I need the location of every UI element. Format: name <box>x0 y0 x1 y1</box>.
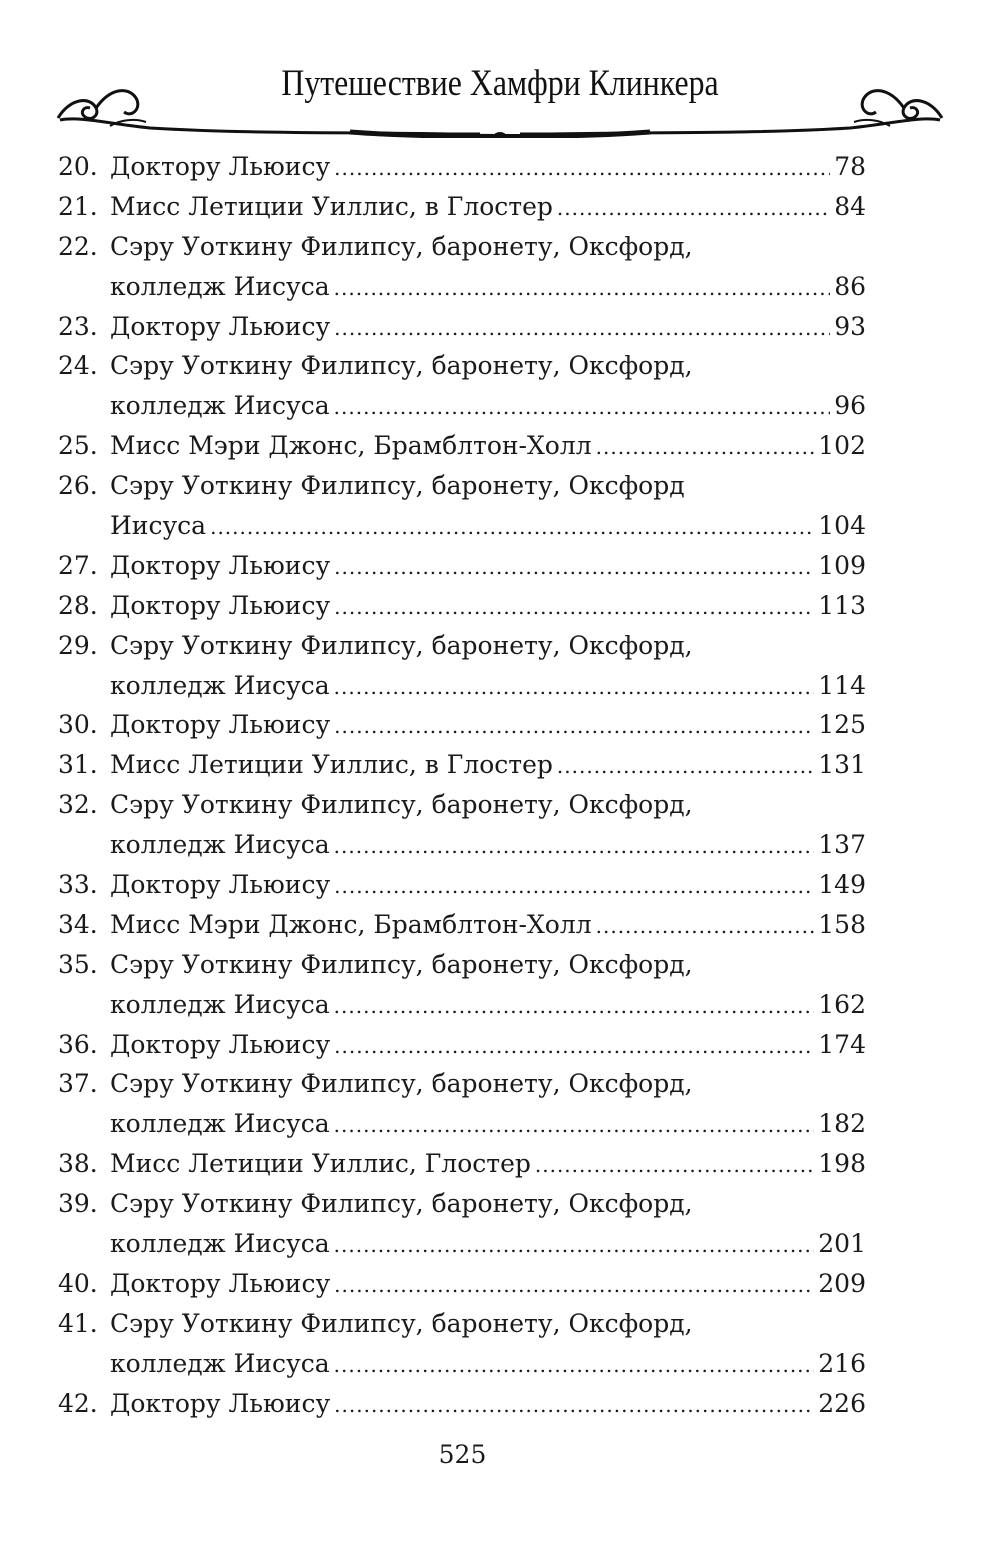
toc-line <box>58 307 866 347</box>
toc-page-number: 125 <box>818 710 866 740</box>
toc-entry-title: колледж Иисуса <box>110 670 330 700</box>
toc-entry-title: Мисс Мэри Джонс, Брамблтон-Холл <box>110 431 592 461</box>
toc-entry-number: 27. <box>58 550 98 580</box>
toc-entry <box>110 307 866 349</box>
dot-leader <box>334 867 814 907</box>
toc-entry <box>110 905 866 947</box>
toc-entry <box>110 985 866 1027</box>
toc-page-number: 162 <box>818 989 866 1019</box>
toc-entry-number: 41. <box>58 1308 98 1338</box>
toc-line <box>58 1304 866 1344</box>
toc-line <box>58 546 866 586</box>
toc-entry-number: 40. <box>58 1268 98 1298</box>
toc-entry-number: 29. <box>58 630 98 660</box>
toc-line <box>58 705 866 745</box>
toc-entry <box>110 546 866 588</box>
dot-leader <box>334 1226 815 1266</box>
dot-leader <box>596 907 815 947</box>
toc-entry-number: 21. <box>58 191 98 221</box>
toc-entry-title: Сэру Уоткину Филипсу, баронету, Оксфорд, <box>110 1308 693 1338</box>
toc-page-number: 78 <box>834 152 866 181</box>
toc-entry <box>110 426 866 468</box>
table-of-contents <box>58 147 866 1424</box>
toc-page-number: 102 <box>818 431 866 461</box>
toc-entry-title: Сэру Уоткину Филипсу, баронету, Оксфорд, <box>110 949 693 979</box>
toc-line <box>58 1224 866 1264</box>
book-title: Путешествие Хамфри Клинкера <box>281 63 719 104</box>
toc-entry-title: Доктору Льюису <box>110 311 331 341</box>
toc-entry-number: 37. <box>58 1069 98 1099</box>
toc-entry-number: 24. <box>58 351 98 381</box>
toc-entry <box>110 745 866 787</box>
toc-page-number: 131 <box>818 750 866 780</box>
toc-entry-title: Сэру Уоткину Филипсу, баронету, Оксфорд, <box>110 790 693 820</box>
toc-entry-title: колледж Иисуса <box>110 989 330 1019</box>
dot-leader <box>334 987 815 1027</box>
toc-entry-number: 25. <box>58 431 98 461</box>
toc-entry <box>110 267 866 309</box>
toc-entry-number: 20. <box>58 152 98 181</box>
toc-page-number: 86 <box>834 271 866 301</box>
toc-line <box>58 865 866 905</box>
dot-leader <box>557 189 830 229</box>
toc-entry-number: 28. <box>58 590 98 620</box>
dot-leader <box>557 747 814 787</box>
toc-line <box>58 466 866 506</box>
toc-entry <box>110 147 866 189</box>
toc-line <box>58 1025 866 1065</box>
dot-leader <box>334 668 815 708</box>
toc-entry <box>110 785 866 825</box>
dot-leader <box>596 428 815 468</box>
toc-entry <box>110 945 866 985</box>
running-header <box>0 40 1000 140</box>
toc-line <box>58 1104 866 1144</box>
toc-line <box>58 1384 866 1424</box>
toc-entry <box>110 187 866 229</box>
toc-line <box>58 506 866 546</box>
toc-entry-title: Доктору Льюису <box>110 1029 331 1059</box>
dot-leader <box>334 827 815 867</box>
dot-leader <box>334 1266 814 1306</box>
toc-entry-number: 31. <box>58 750 98 780</box>
toc-entry-title: Мисс Мэри Джонс, Брамблтон-Холл <box>110 909 592 939</box>
toc-entry-title: колледж Иисуса <box>110 271 330 301</box>
toc-entry-title: Сэру Уоткину Филипсу, баронету, Оксфорд, <box>110 231 693 261</box>
toc-entry-title: Доктору Льюису <box>110 152 331 181</box>
toc-entry-title: колледж Иисуса <box>110 1348 330 1378</box>
dot-leader <box>334 309 830 349</box>
toc-entry-title: Доктору Льюису <box>110 1268 331 1298</box>
toc-line <box>58 346 866 386</box>
toc-entry-title: Сэру Уоткину Филипсу, баронету, Оксфорд, <box>110 630 693 660</box>
toc-entry-number: 34. <box>58 909 98 939</box>
toc-entry-title: Мисс Летиции Уиллис, в Глостер <box>110 750 553 780</box>
toc-page-number: 198 <box>818 1149 866 1179</box>
toc-line <box>58 626 866 666</box>
toc-line <box>58 227 866 267</box>
toc-line <box>58 1064 866 1104</box>
toc-entry-title: колледж Иисуса <box>110 1229 330 1259</box>
toc-entry-number: 32. <box>58 790 98 820</box>
toc-page-number: 84 <box>834 191 866 221</box>
toc-entry <box>110 1264 866 1306</box>
toc-entry-title: Иисуса <box>110 511 207 541</box>
toc-entry <box>110 506 866 548</box>
toc-entry-title: колледж Иисуса <box>110 391 330 421</box>
toc-entry-number: 39. <box>58 1189 98 1219</box>
toc-entry-title: Сэру Уоткину Филипсу, баронету, Оксфорд, <box>110 1069 693 1099</box>
toc-page-number: 174 <box>818 1029 866 1059</box>
dot-leader <box>334 149 830 189</box>
toc-entry-title: Сэру Уоткину Филипсу, баронету, Оксфорд, <box>110 351 693 381</box>
toc-entry <box>110 1304 866 1344</box>
toc-page-number: 158 <box>818 909 866 939</box>
toc-line <box>58 1144 866 1184</box>
toc-entry <box>110 227 866 267</box>
dot-leader <box>334 1027 814 1067</box>
toc-line <box>58 945 866 985</box>
toc-entry-title: Сэру Уоткину Филипсу, баронету, Оксфорд, <box>110 1189 693 1219</box>
toc-page-number: 137 <box>818 830 866 860</box>
dot-leader <box>334 707 814 747</box>
toc-page-number: 114 <box>818 670 866 700</box>
toc-line <box>58 386 866 426</box>
toc-entry <box>110 386 866 428</box>
toc-entry <box>110 586 866 628</box>
dot-leader <box>210 508 814 548</box>
toc-entry-number: 26. <box>58 471 98 501</box>
page-number: 525 <box>438 1440 487 1469</box>
toc-page-number: 209 <box>818 1268 866 1298</box>
dot-leader <box>535 1146 814 1186</box>
dot-leader <box>334 269 831 309</box>
toc-line <box>58 1264 866 1304</box>
toc-entry <box>110 1384 866 1426</box>
toc-entry <box>110 1184 866 1224</box>
toc-page-number: 182 <box>818 1109 866 1139</box>
toc-line <box>58 147 866 187</box>
toc-entry-number: 36. <box>58 1029 98 1059</box>
toc-entry <box>110 666 866 708</box>
toc-line <box>58 825 866 865</box>
toc-line <box>58 745 866 785</box>
toc-line <box>58 905 866 945</box>
toc-entry-number: 23. <box>58 311 98 341</box>
toc-entry <box>110 466 866 506</box>
toc-page-number: 93 <box>834 311 866 341</box>
toc-entry-title: Сэру Уоткину Филипсу, баронету, Оксфорд <box>110 471 685 501</box>
toc-entry-title: Мисс Летиции Уиллис, в Глостер <box>110 191 553 221</box>
toc-entry <box>110 1025 866 1067</box>
toc-line <box>58 267 866 307</box>
toc-line <box>58 666 866 706</box>
dot-leader <box>334 1386 814 1426</box>
toc-entry-number: 38. <box>58 1149 98 1179</box>
toc-page-number: 113 <box>818 590 866 620</box>
toc-line <box>58 985 866 1025</box>
toc-page-number: 104 <box>818 511 866 541</box>
toc-entry <box>110 346 866 386</box>
toc-page-number: 109 <box>818 550 866 580</box>
toc-entry-title: Доктору Льюису <box>110 1388 331 1418</box>
toc-page-number: 96 <box>834 391 866 421</box>
toc-entry-title: Доктору Льюису <box>110 870 331 900</box>
dot-leader <box>334 588 814 628</box>
toc-line <box>58 187 866 227</box>
toc-page-number: 201 <box>818 1229 866 1259</box>
toc-entry <box>110 1064 866 1104</box>
toc-line <box>58 1184 866 1224</box>
toc-entry-number: 35. <box>58 949 98 979</box>
toc-entry-number: 42. <box>58 1388 98 1418</box>
dot-leader <box>334 1346 815 1386</box>
toc-entry <box>110 1144 866 1186</box>
toc-entry <box>110 1344 866 1386</box>
toc-page-number: 149 <box>818 870 866 900</box>
toc-page-number: 216 <box>818 1348 866 1378</box>
dot-leader <box>334 1106 815 1146</box>
dot-leader <box>334 388 831 428</box>
toc-entry-title: Доктору Льюису <box>110 590 331 620</box>
toc-page-number: 226 <box>818 1388 866 1418</box>
toc-entry <box>110 825 866 867</box>
toc-entry-title: Доктору Льюису <box>110 550 331 580</box>
toc-entry <box>110 626 866 666</box>
toc-entry-title: Мисс Летиции Уиллис, Глостер <box>110 1149 531 1179</box>
toc-entry-number: 33. <box>58 870 98 900</box>
toc-line <box>58 426 866 466</box>
toc-line <box>58 1344 866 1384</box>
toc-entry-title: колледж Иисуса <box>110 830 330 860</box>
toc-entry-number: 30. <box>58 710 98 740</box>
toc-entry-title: колледж Иисуса <box>110 1109 330 1139</box>
toc-entry <box>110 1224 866 1266</box>
toc-line <box>58 586 866 626</box>
toc-entry-number: 22. <box>58 231 98 261</box>
toc-entry <box>110 865 866 907</box>
toc-line <box>58 785 866 825</box>
dot-leader <box>334 548 814 588</box>
toc-entry-title: Доктору Льюису <box>110 710 331 740</box>
toc-entry <box>110 1104 866 1146</box>
toc-entry <box>110 705 866 747</box>
